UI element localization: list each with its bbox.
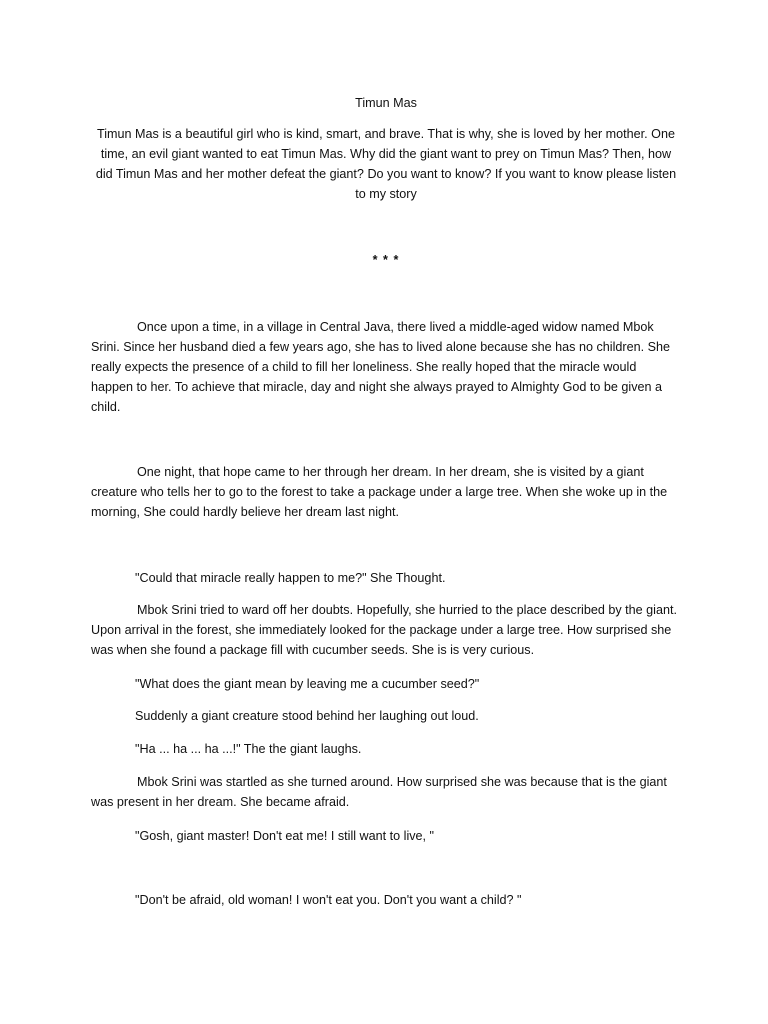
story-paragraph-startled: Mbok Srini was startled as she turned around. How surprised she was because that is the giant was present in her dream. She became afraid. bbox=[91, 775, 667, 809]
intro-paragraph: Timun Mas is a beautiful girl who is kind, smart, and brave. That is why, she is loved by her mother. One time, an evil giant wanted to eat Timun Mas. Why did the giant want to prey on Timun Mas? Then, how did Timun Mas and her mother defeat the giant? Do you want to know? If you want to know please listen to my story bbox=[95, 127, 677, 201]
dialogue-line-giant-laughs: "Ha ... ha ... ha ...!" The the giant laughs. bbox=[135, 742, 362, 756]
story-paragraph-giant-appears: Suddenly a giant creature stood behind her laughing out loud. bbox=[135, 709, 479, 723]
dialogue-line-cucumber-seed: "What does the giant mean by leaving me a cucumber seed?" bbox=[135, 677, 480, 691]
dialogue-line-miracle: "Could that miracle really happen to me?" She Thought. bbox=[135, 571, 446, 585]
dialogue-line-dont-eat-me: "Gosh, giant master! Don't eat me! I still want to live, " bbox=[135, 829, 435, 843]
story-paragraph-widow: Once upon a time, in a village in Central Java, there lived a middle-aged widow named Mbok Srini. Since her husband died a few years ago, she has to lived alone because she has no children. She really expects the presence of a child to fill her loneliness. She really hoped that the miracle would happen to her. To achieve that miracle, day and night she always prayed to Almighty God to be given a child. bbox=[91, 320, 670, 414]
document-title: Timun Mas bbox=[355, 96, 417, 110]
story-paragraph-dream: One night, that hope came to her through her dream. In her dream, she is visited by a giant creature who tells her to go to the forest to take a package under a large tree. When she woke up in the morning, She could hardly believe her dream last night. bbox=[91, 465, 668, 519]
dialogue-line-want-a-child: "Don't be afraid, old woman! I won't eat you. Don't you want a child? " bbox=[135, 893, 522, 907]
story-paragraph-forest: Mbok Srini tried to ward off her doubts. Hopefully, she hurried to the place described by the giant. Upon arrival in the forest, she immediately looked for the package under a large tree. How surprised she was when she found a package fill with cucumber seeds. She is is very curious. bbox=[91, 603, 677, 657]
section-separator: * * * bbox=[372, 253, 400, 267]
